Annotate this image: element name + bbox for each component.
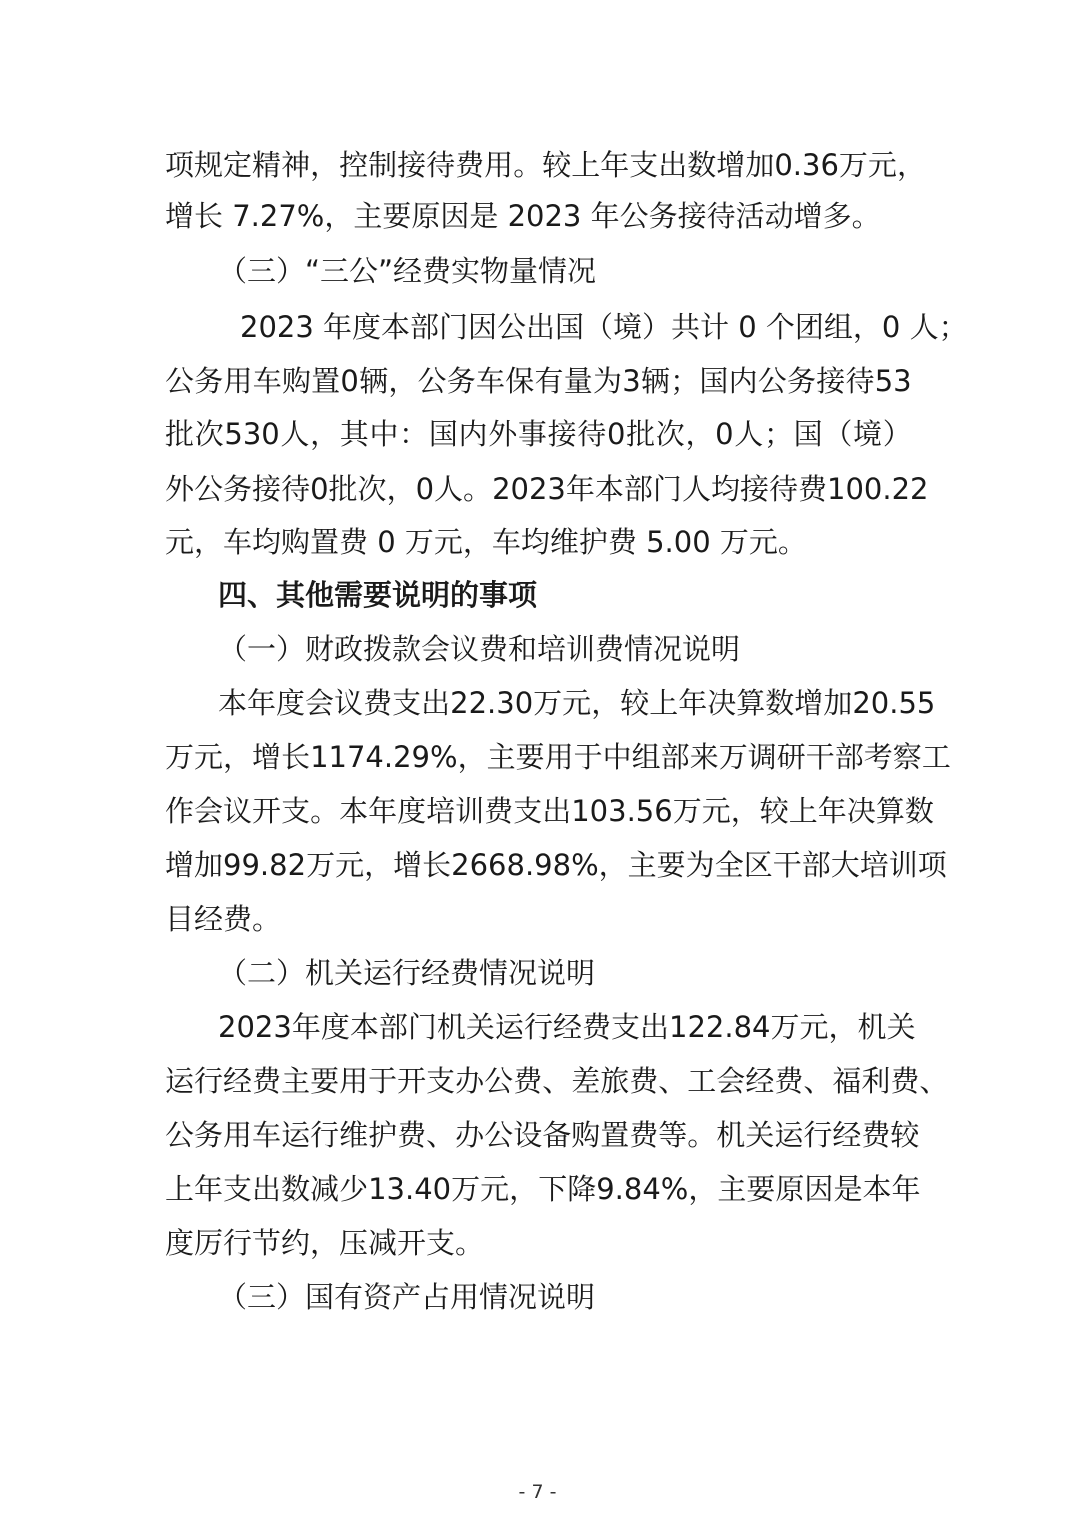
text-line: 公 务 用 车 运 行 维 护 费 、 办 公 设 备 购 置 费 等 。 机 关 运 行 经 费 较 bbox=[165, 1118, 920, 1152]
text-line: 元，车均购置费 0 万元，车均维护费 5.00 万元。 bbox=[165, 525, 807, 559]
page-number: - 7 - bbox=[518, 1481, 557, 1503]
text-line: 2023 年度本部门因公出国（境）共计 0 个团组，0 人； bbox=[240, 310, 968, 344]
text-line: 增长 7.27%，主要原因是 2023 年公务接待活动增多。 bbox=[165, 199, 881, 233]
text-line: 2023 年 度 本 部 门 机 关 运 行 经 费 支 出 122.84 万 元 ， 机 关 bbox=[218, 1010, 916, 1044]
text-line: 作 会 议 开 支 。 本 年 度 培 训 费 支 出 103.56 万 元 ， 较 上 年 决 算 数 bbox=[165, 794, 934, 828]
chapter-heading: 四、其他需要说明的事项 bbox=[218, 578, 538, 612]
text-line: 项 规 定 精 神 ， 控 制 接 待 费 用 。 较 上 年 支 出 数 增 加 0.36 万 元 ， bbox=[165, 148, 926, 182]
section-heading: （三）国有资产占用情况说明 bbox=[218, 1280, 596, 1314]
text-line: 本 年 度 会 议 费 支 出 22.30 万 元 ， 较 上 年 决 算 数 增 加 20.55 bbox=[218, 686, 936, 720]
text-line: 增 加 99.82 万 元 ， 增 长 2668.98% ， 主 要 为 全 区 干 部 大 培 训 项 bbox=[165, 848, 947, 882]
text-line: 度厉行节约，压减开支。 bbox=[165, 1226, 485, 1260]
text-line: 万 元 ， 增 长 1174.29% ， 主 要 用 于 中 组 部 来 万 调 研 干 部 考 察 工 bbox=[165, 740, 951, 774]
text-line: 批 次 530 人 ， 其 中 ： 国 内 外 事 接 待 0 批 次 ， 0 人 ； 国 （ 境 ） bbox=[165, 417, 912, 451]
section-heading: （一）财政拨款会议费和培训费情况说明 bbox=[218, 632, 741, 666]
text-line: 上 年 支 出 数 减 少 13.40 万 元 ， 下 降 9.84% ， 主 要 原 因 是 本 年 bbox=[165, 1172, 921, 1206]
text-line: 公 务 用 车 购 置 0 辆 ， 公 务 车 保 有 量 为 3 辆 ； 国 内 公 务 接 待 53 bbox=[165, 364, 912, 398]
text-line: 运 行 经 费 主 要 用 于 开 支 办 公 费 、 差 旅 费 、 工 会 经 费 、 福 利 费 、 bbox=[165, 1064, 949, 1098]
section-heading: （二）机关运行经费情况说明 bbox=[218, 956, 596, 990]
section-heading: （三）“三公”经费实物量情况 bbox=[218, 254, 597, 288]
text-line: 外 公 务 接 待 0 批 次 ， 0 人 。 2023 年 本 部 门 人 均 接 待 费 100.22 bbox=[165, 472, 929, 506]
text-line: 目经费。 bbox=[165, 902, 282, 936]
